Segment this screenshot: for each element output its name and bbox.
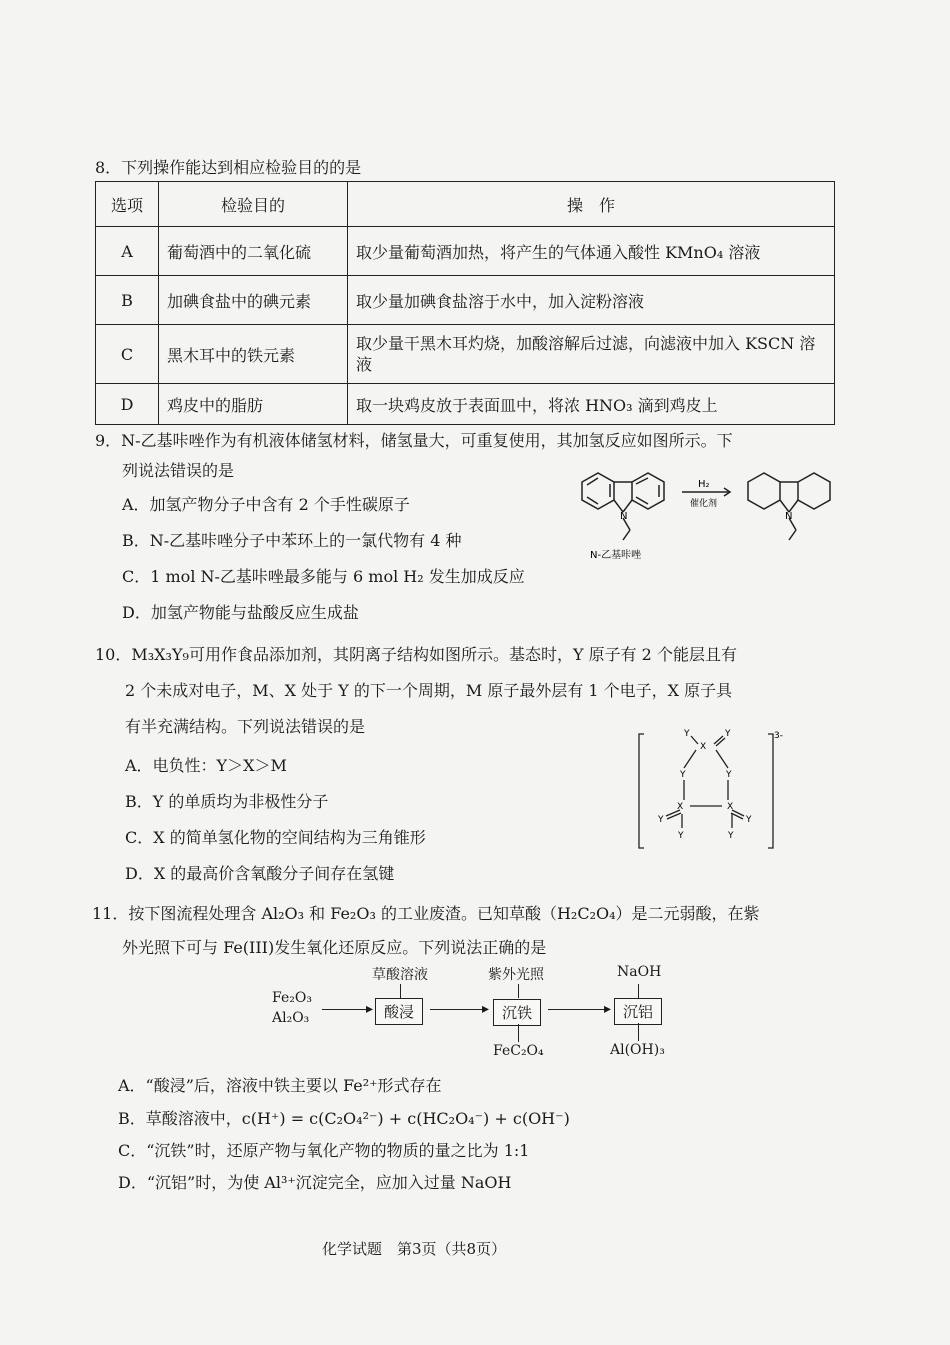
- q10-stem: 10．M₃X₃Y₉可用作食品添加剂，其阴离子结构如图所示。基态时，Y 原子有 2 个能层且有: [95, 645, 737, 664]
- reagent-oxalic: 草酸溶液: [372, 967, 428, 983]
- step-precipitate-iron: 沉铁: [493, 999, 541, 1026]
- atom-y: Y: [726, 770, 732, 780]
- row-operation: 取少量干黑木耳灼烧，加酸溶解后过滤，向滤液中加入 KSCN 溶液: [348, 325, 835, 384]
- q11-stem: 11．按下图流程处理含 Al₂O₃ 和 Fe₂O₃ 的工业废渣。已知草酸（H₂C₂O₄）是二元弱酸，在紫: [92, 904, 760, 923]
- row-purpose: 葡萄酒中的二氧化硫: [159, 227, 348, 276]
- flow-arrow: [400, 984, 401, 998]
- atom-y: Y: [684, 729, 690, 739]
- q11-option-b: B．草酸溶液中，c(H⁺) = c(C₂O₄²⁻) + c(HC₂O₄⁻) + c(OH⁻): [118, 1109, 570, 1128]
- compound-label: N-乙基咔唑: [590, 550, 642, 561]
- row-option: D: [96, 384, 159, 425]
- atom-x-right: X: [727, 802, 734, 812]
- flow-arrow: [548, 1009, 610, 1010]
- row-option: A: [96, 227, 159, 276]
- table-row: [96, 325, 835, 384]
- row-purpose: 鸡皮中的脂肪: [159, 384, 348, 425]
- row-operation: 取少量加碘食盐溶于水中，加入淀粉溶液: [348, 276, 835, 325]
- atom-n-left: N: [620, 511, 628, 522]
- atom-y: Y: [725, 729, 731, 739]
- arrow-head: ▸: [366, 1001, 374, 1017]
- reagent-naoh: NaOH: [617, 964, 662, 980]
- row-option: B: [96, 276, 159, 325]
- page-footer: 化学试题 第3页（共8页）: [322, 1240, 507, 1258]
- row-purpose: 黑木耳中的铁元素: [159, 325, 348, 384]
- q8-stem: 8．下列操作能达到相应检验目的的是: [95, 158, 362, 177]
- atom-y: Y: [746, 815, 752, 825]
- q11-stem-cont: 外光照下可与 Fe(III)发生氧化还原反应。下列说法正确的是: [122, 938, 547, 957]
- step-precipitate-aluminum: 沉铝: [614, 998, 662, 1025]
- q10-option-b: B．Y 的单质均为非极性分子: [125, 792, 329, 811]
- input-al2o3: Al₂O₃: [272, 1010, 310, 1026]
- table-header-row: [96, 182, 835, 227]
- q9-option-b: B．N-乙基咔唑分子中苯环上的一氯代物有 4 种: [122, 531, 462, 550]
- atom-x-left: X: [677, 802, 684, 812]
- row-operation: 取少量葡萄酒加热，将产生的气体通入酸性 KMnO₄ 溶液: [348, 227, 835, 276]
- q9-option-c: C．1 mol N-乙基咔唑最多能与 6 mol H₂ 发生加成反应: [122, 567, 525, 586]
- q10-anion-figure: [636, 728, 786, 853]
- flow-arrow: [518, 1024, 519, 1042]
- output-fec2o4: FeC₂O₄: [493, 1043, 544, 1059]
- q9-reaction-figure: [570, 462, 850, 567]
- atom-y: Y: [680, 770, 686, 780]
- atom-y: Y: [658, 815, 664, 825]
- table-row: [96, 276, 835, 325]
- arrow-head: ▸: [604, 1001, 612, 1017]
- q9-stem: 9．N-乙基咔唑作为有机液体储氢材料，储氢量大，可重复使用，其加氢反应如图所示。下: [95, 431, 733, 450]
- flow-arrow: [322, 1009, 372, 1010]
- atom-y: Y: [728, 831, 734, 841]
- flow-arrow: [430, 1009, 488, 1010]
- anion-charge: 3-: [774, 731, 783, 741]
- header-operation: 操 作: [348, 182, 835, 227]
- atom-n-right: N: [785, 511, 793, 522]
- q11-option-d: D．“沉铝”时，为使 Al³⁺沉淀完全，应加入过量 NaOH: [118, 1173, 512, 1192]
- header-option: 选项: [96, 182, 159, 227]
- table-row: [96, 227, 835, 276]
- row-option: C: [96, 325, 159, 384]
- q10-option-d: D．X 的最高价含氧酸分子间存在氢键: [125, 864, 395, 883]
- q9-option-d: D．加氢产物能与盐酸反应生成盐: [122, 603, 359, 622]
- flow-arrow: [638, 984, 639, 998]
- flow-arrow: [638, 1023, 639, 1041]
- row-purpose: 加碘食盐中的碘元素: [159, 276, 348, 325]
- input-fe2o3: Fe₂O₃: [272, 990, 312, 1006]
- reagent-uv: 紫外光照: [488, 967, 544, 983]
- row-operation: 取一块鸡皮放于表面皿中，将浓 HNO₃ 滴到鸡皮上: [348, 384, 835, 425]
- q8-table: [95, 181, 835, 425]
- table-row: [96, 384, 835, 425]
- catalyst-label: 催化剂: [690, 499, 718, 509]
- header-purpose: 检验目的: [159, 182, 348, 227]
- step-acid-leach: 酸浸: [375, 998, 423, 1025]
- q10-stem-cont1: 2 个未成对电子，M、X 处于 Y 的下一个周期，M 原子最外层有 1 个电子，X 原子具: [125, 681, 733, 700]
- q11-option-a: A．“酸浸”后，溶液中铁主要以 Fe²⁺形式存在: [118, 1076, 442, 1095]
- q10-stem-cont2: 有半充满结构。下列说法错误的是: [125, 717, 366, 736]
- q10-option-a: A．电负性：Y＞X＞M: [125, 756, 287, 775]
- q9-stem-cont: 列说法错误的是: [122, 461, 235, 480]
- atom-y: Y: [678, 831, 684, 841]
- output-aloh3: Al(OH)₃: [610, 1042, 665, 1058]
- flow-arrow: [518, 984, 519, 998]
- q11-option-c: C．“沉铁”时，还原产物与氧化产物的物质的量之比为 1:1: [118, 1141, 530, 1160]
- arrow-head: ▸: [482, 1001, 490, 1017]
- q9-option-a: A．加氢产物分子中含有 2 个手性碳原子: [122, 495, 410, 514]
- q10-option-c: C．X 的简单氢化物的空间结构为三角锥形: [125, 828, 426, 847]
- reagent-h2: H₂: [698, 479, 710, 490]
- atom-x-top: X: [700, 742, 707, 752]
